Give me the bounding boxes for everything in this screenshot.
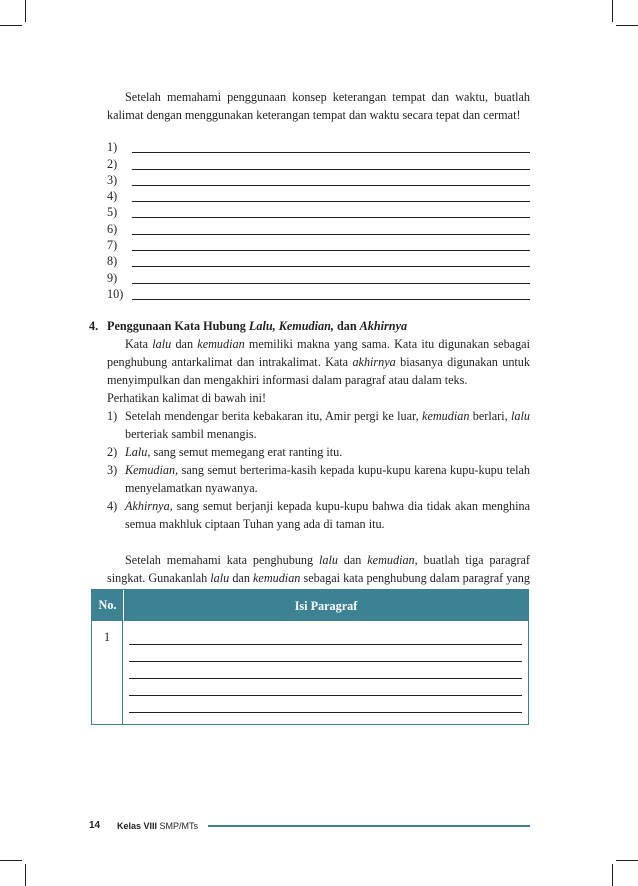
- table-header: [92, 590, 528, 621]
- section-title-text: Penggunaan Kata Hubung Lalu, Kemudian, dan Akhirnya: [107, 319, 408, 333]
- section-paragraph-1: Kata lalu dan kemudian memiliki makna yang sama. Kata itu digunakan sebagai penghubung antarkalimat dan intrakalimat. Kata akhirnya biasanya digunakan untuk menyimpulkan dan mengakhiri informasi dalam paragraf atau dalam teks.: [107, 337, 530, 387]
- page-number: 14: [89, 820, 101, 831]
- answer-line-number: 5): [107, 205, 118, 220]
- header-isi-paragraf: Isi Paragraf: [294, 598, 358, 613]
- row-answer-area[interactable]: [123, 621, 528, 724]
- intro-paragraph: Setelah memahami penggunaan konsep keterangan tempat dan waktu, buatlah kalimat dengan menggunakan keterangan tempat dan waktu secara tepat dan cermat!: [107, 90, 530, 122]
- answer-rule: [129, 679, 522, 696]
- answer-line[interactable]: [107, 270, 530, 286]
- answer-line[interactable]: [107, 173, 530, 189]
- crop-mark: [25, 0, 26, 22]
- answer-line[interactable]: [107, 221, 530, 237]
- answer-rule: [132, 250, 530, 251]
- answer-rule: [132, 201, 530, 202]
- list-item-number: 2): [107, 445, 118, 459]
- table-row: [92, 621, 528, 724]
- section-number: 4.: [89, 319, 99, 333]
- row-number: 1: [92, 621, 123, 724]
- answer-rule: [132, 299, 530, 300]
- answer-line[interactable]: [107, 156, 530, 172]
- crop-mark: [0, 860, 22, 861]
- answer-line[interactable]: [107, 254, 530, 270]
- answer-rule: [132, 283, 530, 284]
- answer-line-number: 3): [107, 172, 118, 187]
- crop-mark: [25, 864, 26, 886]
- list-item: [107, 497, 530, 533]
- list-item: [107, 443, 530, 461]
- crop-mark: [0, 25, 22, 26]
- answer-rule: [129, 628, 522, 645]
- answer-line-number: 7): [107, 238, 118, 253]
- section-paragraph-2: Setelah memahami kata penghubung lalu dan kemudian, buatlah tiga paragraf singkat. Gunakanlah lalu dan kemudian sebagai kata penghubung dalam paragraf yang: [107, 553, 530, 585]
- section-instruction: Perhatikan kalimat di bawah ini!: [107, 391, 267, 405]
- answer-rule: [132, 217, 530, 218]
- paragraph-table: [91, 589, 529, 725]
- answer-line-number: 10): [107, 286, 124, 301]
- answer-rule: [129, 645, 522, 662]
- crop-mark: [616, 860, 638, 861]
- list-item-text: Kemudian, sang semut berterima-kasih kepada kupu-kupu karena kupu-kupu telah menyelamatkan nyawanya.: [125, 463, 530, 495]
- answer-line-number: 1): [107, 140, 118, 155]
- footer-bar: [208, 825, 530, 827]
- crop-mark: [612, 864, 613, 886]
- answer-rule: [129, 696, 522, 713]
- answer-line-number: 8): [107, 254, 118, 269]
- intro-block: [107, 88, 530, 124]
- answer-rule: [132, 169, 530, 170]
- answer-line[interactable]: [107, 287, 530, 303]
- answer-line[interactable]: [107, 140, 530, 156]
- list-item-number: 4): [107, 499, 118, 513]
- answer-rule: [132, 152, 530, 153]
- crop-mark: [616, 25, 638, 26]
- answer-rule: [132, 185, 530, 186]
- section-4: [89, 317, 530, 605]
- example-list: [107, 407, 530, 533]
- list-item: [107, 461, 530, 497]
- answer-line[interactable]: [107, 189, 530, 205]
- answer-line-number: 6): [107, 221, 118, 236]
- list-item-number: 3): [107, 463, 118, 477]
- book-title: Kelas VIII SMP/MTs: [117, 821, 199, 831]
- crop-mark: [612, 0, 613, 22]
- list-item-text: Setelah mendengar berita kebakaran itu, Amir pergi ke luar, kemudian berlari, lalu berteriak sambil menangis.: [125, 409, 530, 441]
- answer-rule: [132, 234, 530, 235]
- answer-rule: [129, 662, 522, 679]
- page-footer: [89, 818, 530, 834]
- answer-line[interactable]: [107, 238, 530, 254]
- answer-line-number: 4): [107, 189, 118, 204]
- list-item-text: Akhirnya, sang semut berjanji kepada kupu-kupu bahwa dia tidak akan menghina semua makhluk ciptaan Tuhan yang ada di taman itu.: [125, 499, 530, 531]
- header-no: No.: [92, 590, 124, 621]
- list-item-number: 1): [107, 409, 118, 423]
- answer-rule: [132, 266, 530, 267]
- answer-line-number: 9): [107, 270, 118, 285]
- answer-line[interactable]: [107, 205, 530, 221]
- answer-lines: [107, 140, 530, 303]
- list-item-text: Lalu, sang semut memegang erat ranting itu.: [125, 445, 343, 459]
- list-item: [107, 407, 530, 443]
- answer-line-number: 2): [107, 156, 118, 171]
- section-title: [89, 317, 530, 335]
